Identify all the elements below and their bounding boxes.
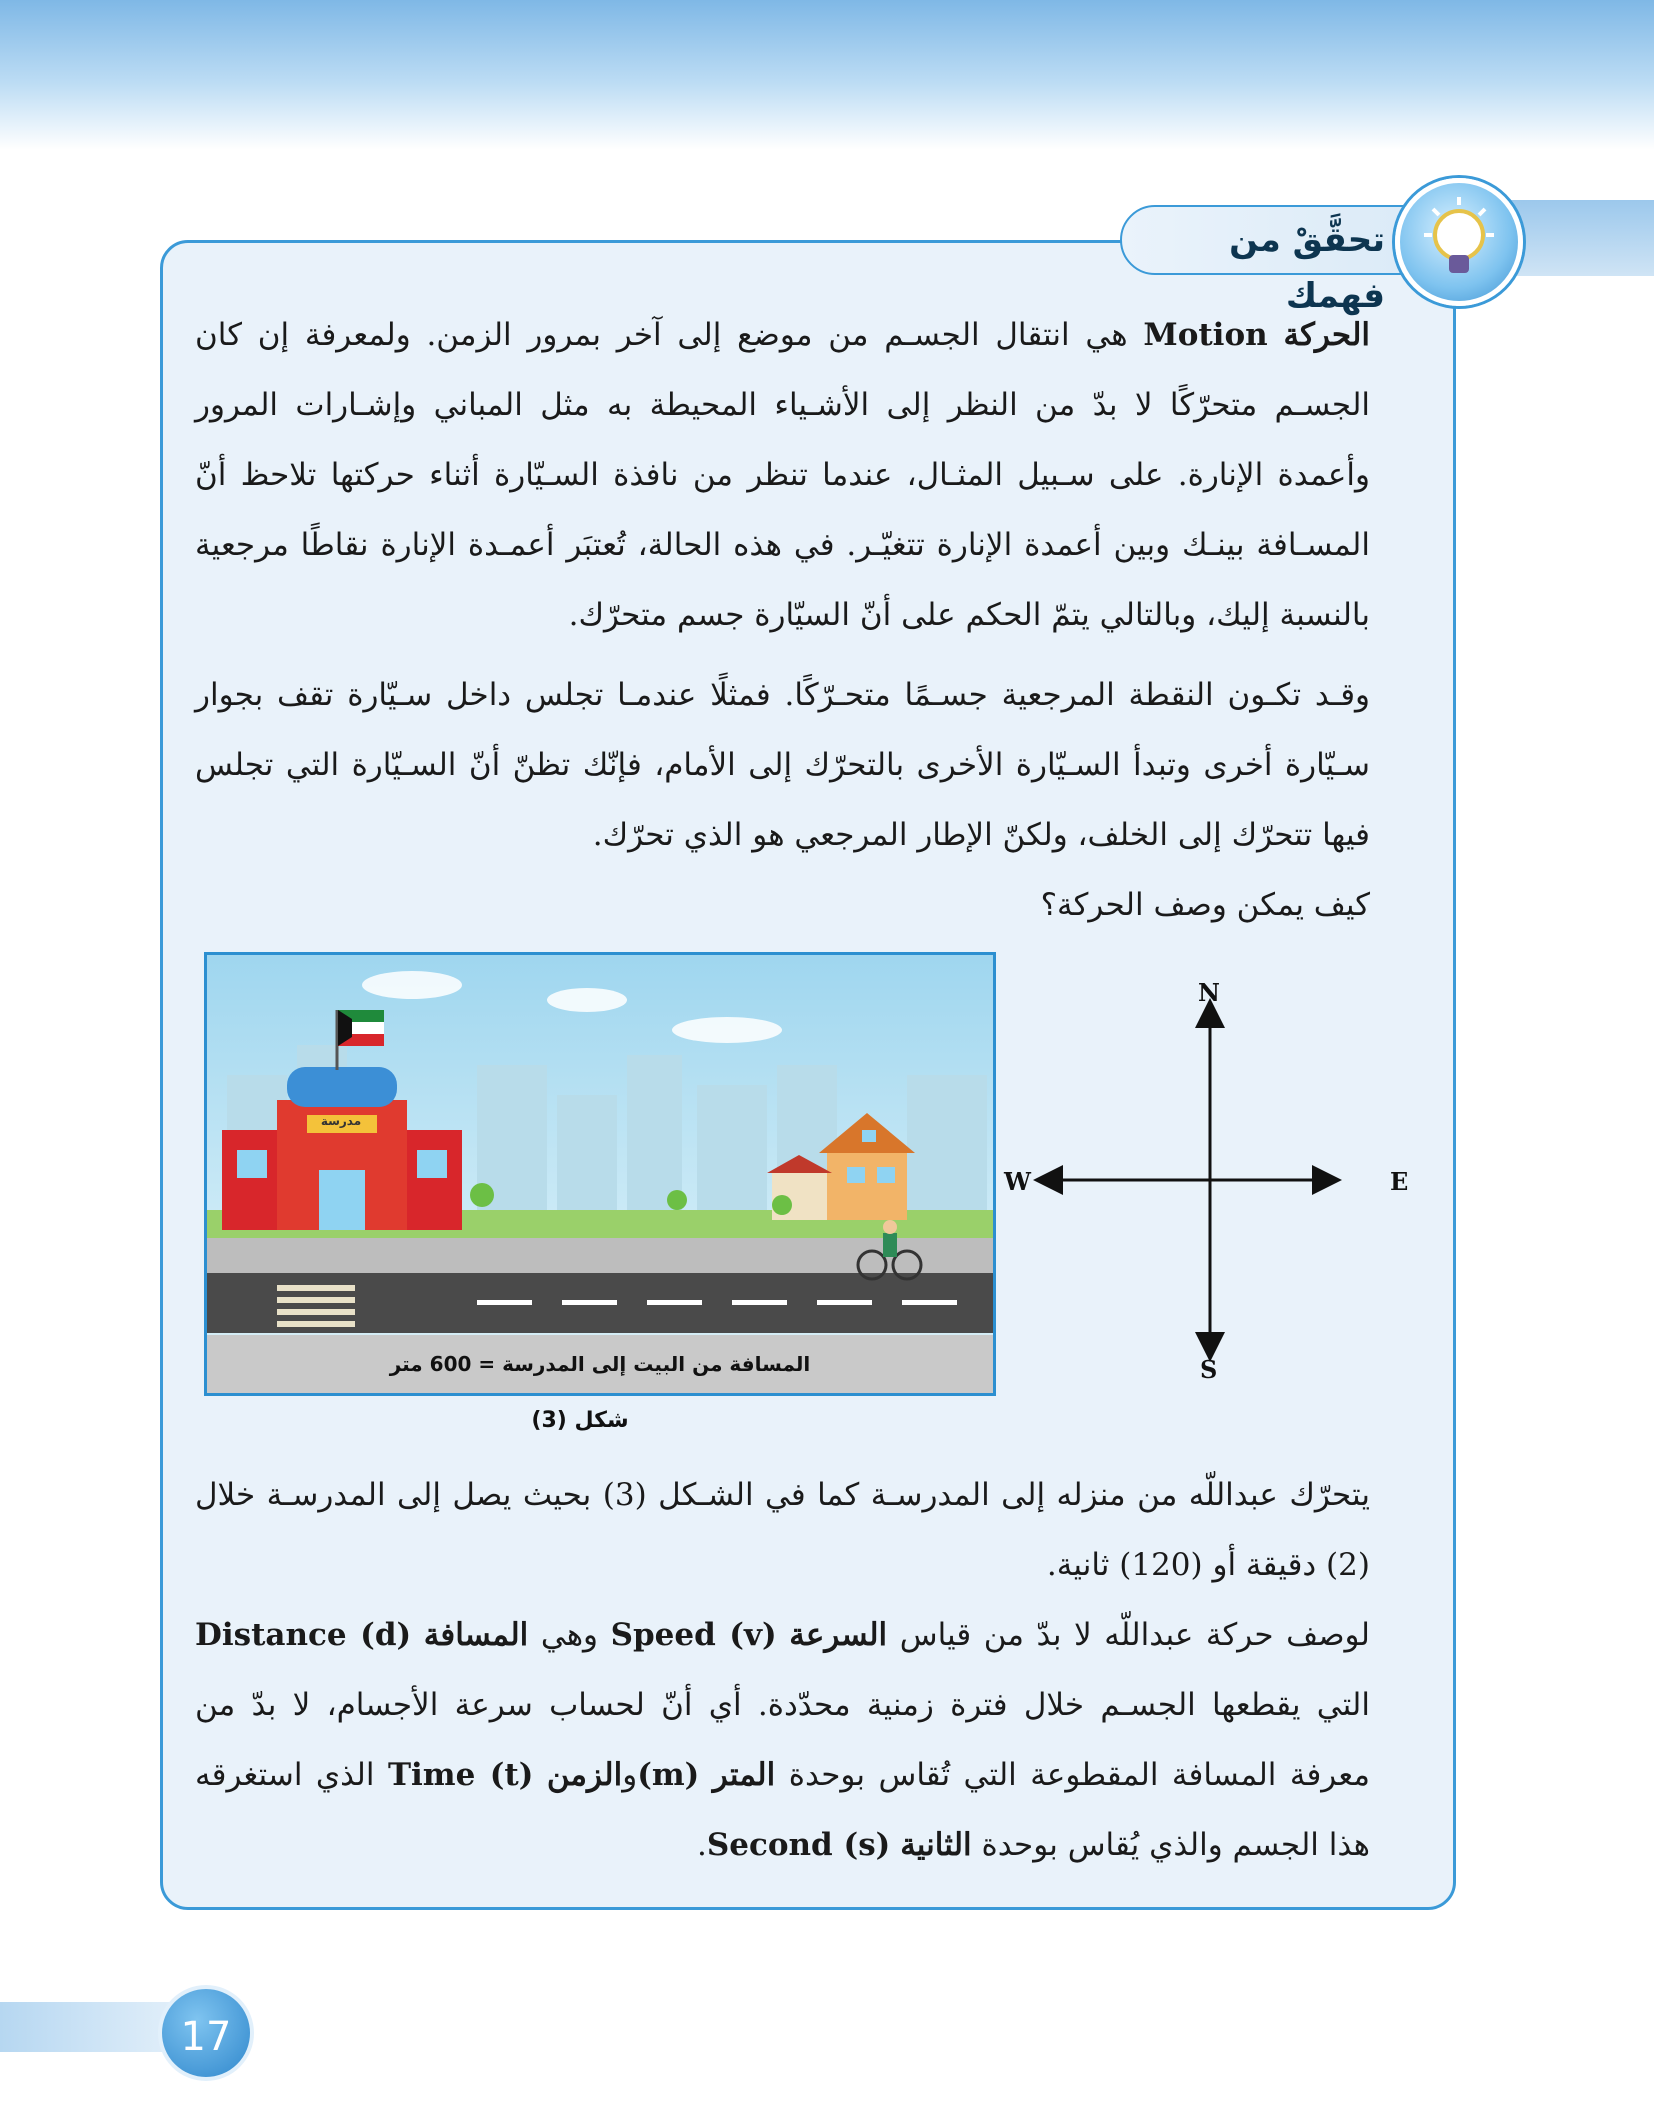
top-gradient-band — [0, 0, 1654, 150]
lightbulb-icon — [1395, 178, 1523, 306]
paragraph3-text: يتحرّك عبداللّه من منزله إلى المدرسـة كما في الشـكل (3) بحيث يصل إلى المدرسـة خلال (2) دقيقة أو (120) ثانية. — [195, 1477, 1370, 1583]
figure-label: شكل (3) — [531, 1408, 629, 1433]
p4-part1: لوصف حركة عبداللّه لا بدّ من قياس — [899, 1617, 1371, 1653]
term-time-en: Time (t) — [387, 1757, 534, 1793]
paragraph-motion-definition — [195, 300, 1370, 650]
term-motion-en: Motion — [1143, 317, 1268, 353]
compass-south: S — [1200, 1355, 1218, 1384]
term-distance-en: Distance (d) — [195, 1617, 412, 1653]
page-number: 17 — [158, 1985, 254, 2081]
paragraph-reference-frame — [195, 660, 1370, 870]
question-describe-motion: كيف يمكن وصف الحركة؟ — [1040, 887, 1370, 923]
compass-diagram — [1015, 980, 1355, 1400]
p4-part5: الذي استغرقه هذا الجسم والذي يُقاس بوحدة — [195, 1757, 1370, 1863]
distance-caption: المسافة من البيت إلى المدرسة = 600 متر — [389, 1352, 811, 1376]
compass-north: N — [1198, 978, 1220, 1007]
school-sign: مدرسة — [320, 1114, 362, 1128]
paragraph-abdullah-trip — [195, 1460, 1370, 1600]
compass-east: E — [1390, 1167, 1409, 1196]
p4-part2: وهي — [540, 1617, 599, 1653]
p4-part6: . — [697, 1827, 707, 1863]
term-speed-ar: السرعة — [789, 1617, 888, 1653]
term-meter-en: (m) — [637, 1757, 700, 1793]
term-meter-ar: المتر — [712, 1757, 776, 1793]
term-second-ar: الثانية — [900, 1827, 972, 1863]
term-motion-ar: الحركة — [1283, 317, 1371, 353]
section-title: تحقَّقْ من فهمك — [1229, 220, 1385, 316]
figure-home-to-school — [204, 952, 996, 1396]
paragraph-speed-definition — [195, 1600, 1370, 1880]
p4-part4: و — [622, 1757, 638, 1793]
term-speed-en: Speed (v) — [610, 1617, 777, 1653]
p4-part3: التي يقطعها الجسـم خلال فترة زمنية محدّدة. أي أنّ لحساب سرعة الأجسام، لا بدّ من معرفة المسافة المقطوعة التي تُقاس بوحدة — [195, 1687, 1370, 1793]
term-distance-ar: المسافة — [423, 1617, 529, 1653]
term-second-en: Second (s) — [706, 1827, 891, 1863]
paragraph1-text: هي انتقال الجسـم من موضع إلى آخر بمرور الزمن. ولمعرفة إن كان الجسـم متحرّكًا لا بدّ من النظر إلى الأشـياء المحيطة به مثل المباني وإشـارات المرور وأعمدة الإنارة. على سـبيل المثـال، عندما تنظر من نافذة السـيّارة أثناء حركتها تلاحظ أنّ المسـافة بينـك وبين أعمدة الإنارة تتغيّـر. في هذه الحالة، تُعتبَر أعمـدة الإنارة نقاطًا مرجعية بالنسبة إليك، وبالتالي يتمّ الحكم على أنّ السيّارة جسم متحرّك. — [195, 317, 1370, 633]
paragraph2-text: وقـد تكـون النقطة المرجعية جسـمًا متحـرّكًا. فمثلًا عندمـا تجلس داخل سـيّارة تقف بجوار سـيّارة أخرى وتبدأ السـيّارة الأخرى بالتحرّك إلى الأمام، فإنّك تظنّ أنّ السـيّارة التي تجلس فيها تتحرّك إلى الخلف، ولكنّ الإطار المرجعي هو الذي تحرّك. — [195, 677, 1370, 853]
term-time-ar: الزمن — [546, 1757, 623, 1793]
compass-west: W — [1004, 1167, 1031, 1196]
